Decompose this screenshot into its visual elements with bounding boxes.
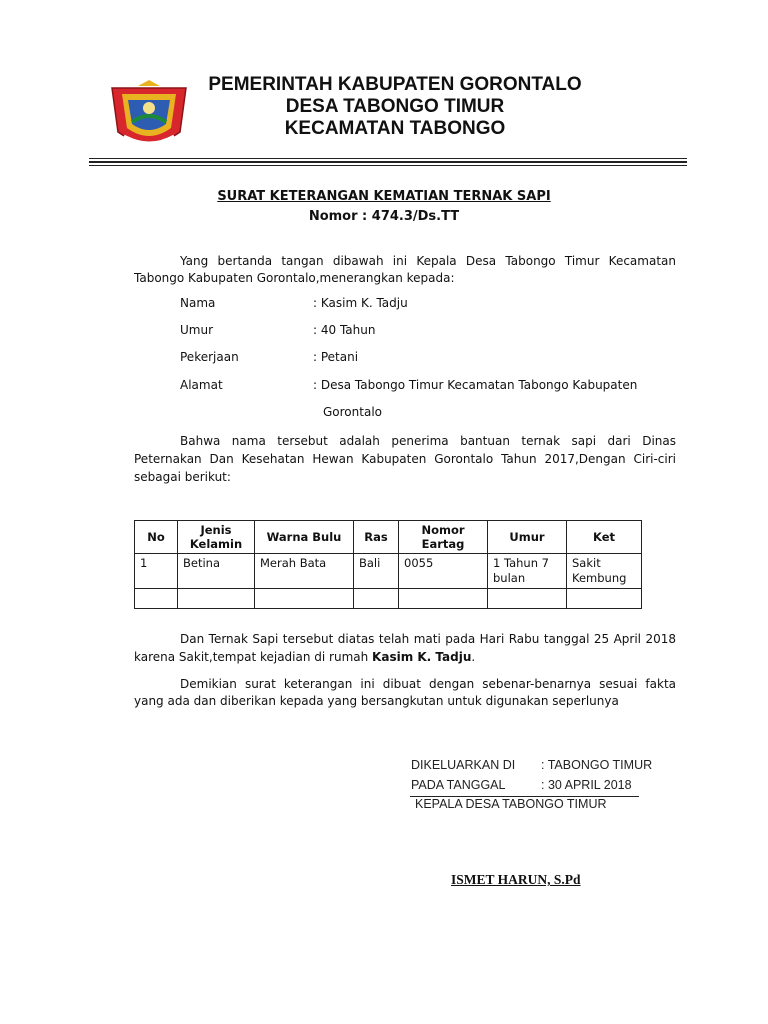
header-village: DESA TABONGO TIMUR (285, 96, 505, 117)
cell-no: 1 (135, 554, 178, 589)
cattle-table (134, 520, 642, 609)
header-divider-top (89, 158, 687, 159)
cell-note: Sakit Kembung (567, 554, 642, 589)
empty-cell (354, 589, 399, 609)
col-header-note: Ket (567, 521, 642, 554)
date-label: PADA TANGGAL (411, 778, 506, 792)
empty-cell (178, 589, 255, 609)
cell-age: 1 Tahun 7 bulan (488, 554, 567, 589)
signatory-name: ISMET HARUN, S.Pd (451, 872, 581, 887)
header-divider-bottom (89, 165, 687, 166)
para3-line-2: karena Sakit,tempat kejadian di rumah Kasim K. Tadju. (134, 650, 476, 664)
intro-line-1: Yang bertanda tangan dibawah ini Kepala Desa Tabongo Timur Kecamatan (180, 254, 676, 268)
table-header-row (135, 521, 642, 554)
para4-line-1: Demikian surat keterangan ini dibuat dengan sebenar-benarnya sesuai fakta (180, 677, 676, 691)
col-header-color: Warna Bulu (255, 521, 354, 554)
letter-number: Nomor : 474.3/Ds.TT (308, 209, 460, 224)
table-row-empty (135, 589, 642, 609)
value-occupation: : Petani (313, 350, 359, 364)
header-government: PEMERINTAH KABUPATEN GORONTALO (208, 74, 582, 95)
value-name: : Kasim K. Tadju (313, 296, 408, 310)
para2-line-3: sebagai berikut: (134, 470, 231, 484)
para2-line-1: Bahwa nama tersebut adalah penerima bantuan ternak sapi dari Dinas (180, 434, 676, 448)
value-address-cont: Gorontalo (323, 405, 382, 419)
para4-line-2: yang ada dan diberikan kepada yang bersangkutan untuk digunakan seperlunya (134, 694, 619, 708)
col-header-sex: Jenis Kelamin (178, 521, 255, 554)
header-district: KECAMATAN TABONGO (284, 118, 506, 139)
label-name: Nama (180, 296, 216, 310)
cell-breed: Bali (354, 554, 399, 589)
col-header-no: No (135, 521, 178, 554)
regency-emblem-logo (108, 80, 190, 152)
header-divider-middle (89, 161, 687, 163)
signatory-position: KEPALA DESA TABONGO TIMUR (415, 797, 607, 811)
empty-cell (135, 589, 178, 609)
empty-cell (488, 589, 567, 609)
letter-title: SURAT KETERANGAN KEMATIAN TERNAK SAPI (217, 189, 551, 204)
issued-value: : TABONGO TIMUR (541, 758, 653, 772)
col-header-eartag: Nomor Eartag (399, 521, 488, 554)
empty-cell (255, 589, 354, 609)
label-occupation: Pekerjaan (180, 350, 239, 364)
cell-eartag: 0055 (399, 554, 488, 589)
cell-color: Merah Bata (255, 554, 354, 589)
col-header-breed: Ras (354, 521, 399, 554)
para2-line-2: Peternakan Dan Kesehatan Hewan Kabupaten Gorontalo Tahun 2017,Dengan Ciri-ciri (134, 452, 676, 466)
label-address: Alamat (180, 378, 223, 392)
intro-line-2: Tabongo Kabupaten Gorontalo,menerangkan kepada: (134, 271, 455, 285)
empty-cell (399, 589, 488, 609)
label-age: Umur (180, 323, 214, 337)
issued-label: DIKELUARKAN DI (411, 758, 516, 772)
para3-line-1: Dan Ternak Sapi tersebut diatas telah mati pada Hari Rabu tanggal 25 April 2018 (180, 632, 676, 646)
cell-sex: Betina (178, 554, 255, 589)
value-age: : 40 Tahun (313, 323, 376, 337)
table-row (135, 554, 642, 589)
date-value: : 30 APRIL 2018 (541, 778, 632, 792)
empty-cell (567, 589, 642, 609)
deceased-owner-name: Kasim K. Tadju (372, 650, 472, 664)
value-address: : Desa Tabongo Timur Kecamatan Tabongo Kabupaten (313, 378, 638, 392)
col-header-age: Umur (488, 521, 567, 554)
